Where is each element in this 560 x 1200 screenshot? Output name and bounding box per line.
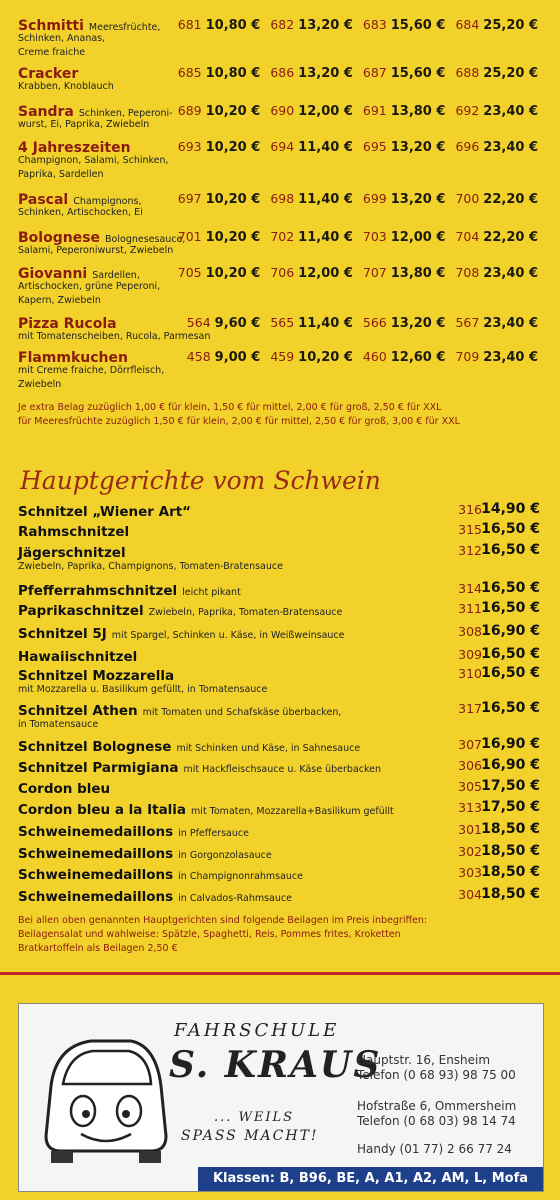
pizza-prices xyxy=(168,17,538,33)
pizza-prices xyxy=(177,349,538,365)
pizza-price: 13,20 € xyxy=(298,18,353,33)
menu-item xyxy=(18,580,540,599)
pizza-desc-inline: Sardellen, xyxy=(92,270,140,281)
dish-price: 16,50 € xyxy=(481,700,540,716)
pizza-item xyxy=(18,15,538,60)
pizza-number: 685 xyxy=(177,65,202,80)
dish-price: 18,50 € xyxy=(481,821,540,837)
pizza-desc: mit Tomatenscheiben, Rucola, Parmesan xyxy=(18,331,211,342)
dish-name: Schnitzel 5J xyxy=(18,626,107,642)
pizza-price: 25,20 € xyxy=(483,18,538,33)
pizza-price: 22,20 € xyxy=(483,192,538,207)
pizza-number: 684 xyxy=(455,17,480,32)
pizza-price: 10,20 € xyxy=(205,104,261,119)
divider-line xyxy=(0,972,560,975)
slogan-line-1: ... WEILS xyxy=(214,1110,295,1125)
driving-school-ad xyxy=(18,1003,544,1192)
dish-desc: mit Tomaten und Schafskäse überbacken, xyxy=(142,707,342,718)
pizza-item xyxy=(18,263,538,308)
extra-topping-note: Je extra Belag zuzüglich 1,00 € für klein, 1,50 € für mittel, 2,00 € für groß, 2,50 € für XXL für Meeresfrüchte zuzüglich 1,50 € für klein, 2,00 € für mittel, 2,50 € für groß, 3,00 € für XXL xyxy=(18,402,460,427)
dish-name: Hawaiischnitzel xyxy=(18,649,138,665)
dish-number: 307 xyxy=(458,737,482,752)
license-classes-banner: Klassen: B, B96, BE, A, A1, A2, AM, L, Mofa xyxy=(198,1167,543,1191)
pizza-item xyxy=(18,347,538,392)
pizza-item xyxy=(18,189,538,220)
pizza-number: 687 xyxy=(362,65,387,80)
menu-item xyxy=(18,501,540,520)
dish-number: 308 xyxy=(458,624,482,639)
pizza-price: 12,00 € xyxy=(298,266,353,281)
car-cartoon-icon xyxy=(31,1016,181,1166)
dish-number: 305 xyxy=(458,779,482,794)
menu-item xyxy=(18,736,540,755)
pizza-price: 9,00 € xyxy=(214,350,261,365)
dish-price: 16,90 € xyxy=(481,623,540,639)
pizza-price: 11,40 € xyxy=(298,140,353,155)
pizza-name: Flammkuchen xyxy=(18,350,128,366)
pizza-price: 13,20 € xyxy=(390,140,446,155)
dish-number: 316 xyxy=(458,502,482,517)
pizza-price: 13,20 € xyxy=(390,316,446,331)
pizza-price: 10,20 € xyxy=(205,192,261,207)
dish-price: 18,50 € xyxy=(481,843,540,859)
pizza-name: Pizza Rucola xyxy=(18,316,117,332)
pizza-number: 708 xyxy=(455,265,480,280)
pizza-desc: mit Creme fraiche, Dörrfleisch, Zwiebeln xyxy=(18,365,165,390)
dish-name: Pfefferrahmschnitzel xyxy=(18,583,178,599)
menu-item xyxy=(18,843,540,862)
dish-desc: in Champignonrahmsauce xyxy=(178,871,303,882)
dish-desc: Zwiebeln, Paprika, Tomaten-Bratensauce xyxy=(148,607,343,618)
pizza-number: 700 xyxy=(455,191,480,206)
pizza-desc: wurst, Ei, Paprika, Zwiebeln xyxy=(18,119,150,130)
pizza-number: 705 xyxy=(177,265,202,280)
menu-item xyxy=(18,521,540,540)
pizza-price: 12,00 € xyxy=(298,104,353,119)
pizza-price: 23,40 € xyxy=(483,104,538,119)
menu-item xyxy=(18,886,540,905)
pizza-price: 13,20 € xyxy=(390,192,446,207)
pizza-price: 10,20 € xyxy=(205,266,261,281)
pizza-desc-inline: Schinken, Peperoni- xyxy=(78,108,173,119)
pizza-number: 691 xyxy=(362,103,387,118)
pizza-name: Giovanni xyxy=(18,266,88,282)
school-name: S. KRAUS xyxy=(169,1044,382,1086)
dish-price: 16,50 € xyxy=(481,646,540,662)
dish-price: 16,90 € xyxy=(481,736,540,752)
menu-item xyxy=(18,665,540,695)
pizza-prices xyxy=(168,191,538,207)
dish-desc-line2: mit Mozzarella u. Basilikum gefüllt, in Tomatensauce xyxy=(18,684,268,695)
pizza-price: 10,80 € xyxy=(205,66,261,81)
pizza-prices xyxy=(168,229,538,245)
pizza-number: 566 xyxy=(362,315,387,330)
menu-item xyxy=(18,757,540,776)
address-ommersheim: Hofstraße 6, Ommersheim Telefon (0 68 03) 98 14 74 xyxy=(357,1099,517,1128)
pizza-number: 688 xyxy=(455,65,480,80)
pizza-price: 11,40 € xyxy=(298,316,353,331)
pizza-item xyxy=(18,137,538,182)
pizza-number: 459 xyxy=(270,349,295,364)
pizza-number: 707 xyxy=(362,265,387,280)
pizza-name: Bolognese xyxy=(18,230,101,246)
pizza-price: 9,60 € xyxy=(214,316,261,331)
dish-desc: mit Spargel, Schinken u. Käse, in Weißweinsauce xyxy=(111,630,345,641)
dish-name: Schnitzel Mozzarella xyxy=(18,668,175,684)
menu-item xyxy=(18,646,540,665)
dish-number: 309 xyxy=(458,647,482,662)
dish-price: 17,50 € xyxy=(481,799,540,815)
dish-price: 16,50 € xyxy=(481,542,540,558)
dish-price: 17,50 € xyxy=(481,778,540,794)
dish-name: Schweinemedaillons xyxy=(18,846,174,862)
pizza-price: 23,40 € xyxy=(483,316,538,331)
pizza-number: 699 xyxy=(362,191,387,206)
dish-price: 16,90 € xyxy=(481,757,540,773)
handy-number: Handy (01 77) 2 66 77 24 xyxy=(357,1142,512,1156)
pizza-name: Sandra xyxy=(18,104,74,120)
dish-number: 306 xyxy=(458,758,482,773)
pizza-number: 460 xyxy=(362,349,387,364)
dish-desc-line2: Zwiebeln, Paprika, Champignons, Tomaten-Bratensauce xyxy=(18,561,283,572)
dish-desc: leicht pikant xyxy=(182,587,241,598)
pizza-number: 458 xyxy=(186,349,211,364)
dish-name: Schnitzel Parmigiana xyxy=(18,760,179,776)
pizza-price: 25,20 € xyxy=(483,66,538,81)
pizza-prices xyxy=(168,139,538,155)
dish-price: 18,50 € xyxy=(481,886,540,902)
pizza-price: 15,60 € xyxy=(390,18,446,33)
menu-item xyxy=(18,864,540,883)
dish-number: 312 xyxy=(458,543,482,558)
dish-desc-line2: in Tomatensauce xyxy=(18,719,99,730)
pizza-number: 695 xyxy=(362,139,387,154)
pizza-number: 693 xyxy=(177,139,202,154)
dish-number: 310 xyxy=(458,666,482,681)
pizza-number: 567 xyxy=(455,315,480,330)
slogan-line-2: SPASS MACHT! xyxy=(181,1128,319,1144)
pizza-number: 690 xyxy=(270,103,295,118)
dish-price: 16,50 € xyxy=(481,600,540,616)
menu-item xyxy=(18,623,540,642)
pizza-price: 15,60 € xyxy=(390,66,446,81)
dish-price: 14,90 € xyxy=(481,501,540,517)
pizza-price: 11,40 € xyxy=(298,192,353,207)
dish-price: 18,50 € xyxy=(481,864,540,880)
pizza-number: 694 xyxy=(270,139,295,154)
dish-name: Rahmschnitzel xyxy=(18,524,130,540)
dish-name: Schweinemedaillons xyxy=(18,889,174,905)
dish-desc: mit Hackfleischsauce u. Käse überbacken xyxy=(183,764,382,775)
pizza-number: 683 xyxy=(362,17,387,32)
pizza-price: 13,20 € xyxy=(298,66,353,81)
pizza-price: 10,20 € xyxy=(205,230,261,245)
pizza-item xyxy=(18,313,538,344)
pizza-number: 704 xyxy=(455,229,480,244)
pizza-number: 698 xyxy=(270,191,295,206)
pizza-number: 692 xyxy=(455,103,480,118)
pizza-number: 701 xyxy=(177,229,202,244)
pizza-price: 12,00 € xyxy=(390,230,446,245)
pizza-number: 706 xyxy=(270,265,295,280)
pizza-prices xyxy=(168,265,538,281)
dish-desc: in Calvados-Rahmsauce xyxy=(178,893,292,904)
dish-name: Schnitzel Bolognese xyxy=(18,739,172,755)
pizza-name: Cracker xyxy=(18,66,79,82)
pizza-number: 681 xyxy=(177,17,202,32)
address-ensheim: Hauptstr. 16, Ensheim Telefon (0 68 93) 98 75 00 xyxy=(357,1053,516,1082)
dish-number: 314 xyxy=(458,581,482,596)
sides-note: Bei allen oben genannten Hauptgerichten sind folgende Beilagen im Preis inbegriffen: Beilagensalat und wahlweise: Spätzle, Spaghetti, Reis, Pommes frites, Kroketten Bratkartoffeln als Beilagen 2,50 € xyxy=(18,915,428,954)
pizza-prices xyxy=(168,103,538,119)
pizza-name: Schmitti xyxy=(18,18,84,34)
dish-number: 315 xyxy=(458,522,482,537)
dish-price: 16,50 € xyxy=(481,665,540,681)
school-heading: FAHRSCHULE xyxy=(174,1020,340,1041)
menu-item xyxy=(18,600,540,619)
pizza-item xyxy=(18,101,538,132)
pizza-price: 10,80 € xyxy=(205,18,261,33)
pizza-number: 697 xyxy=(177,191,202,206)
pizza-item xyxy=(18,63,538,94)
menu-item xyxy=(18,778,540,797)
pizza-desc-inline: Bolognesesauce, xyxy=(105,234,186,245)
pizza-price: 10,20 € xyxy=(205,140,261,155)
dish-number: 317 xyxy=(458,701,482,716)
dish-name: Jägerschnitzel xyxy=(18,545,126,561)
pizza-number: 709 xyxy=(455,349,480,364)
pizza-number: 696 xyxy=(455,139,480,154)
dish-number: 313 xyxy=(458,800,482,815)
pizza-prices xyxy=(168,65,538,81)
dish-price: 16,50 € xyxy=(481,580,540,596)
pizza-price: 22,20 € xyxy=(483,230,538,245)
pizza-desc-inline: Meeresfrüchte, xyxy=(88,22,161,33)
pizza-prices xyxy=(177,315,538,331)
pizza-desc-inline: Champignons, xyxy=(73,196,142,207)
pizza-price: 23,40 € xyxy=(483,266,538,281)
dish-name: Schweinemedaillons xyxy=(18,824,174,840)
pizza-number: 702 xyxy=(270,229,295,244)
pizza-desc: Salami, Peperoniwurst, Zwiebeln xyxy=(18,245,174,256)
pizza-number: 703 xyxy=(362,229,387,244)
dish-desc: in Gorgonzolasauce xyxy=(178,850,272,861)
pizza-price: 11,40 € xyxy=(298,230,353,245)
dish-name: Schnitzel „Wiener Art“ xyxy=(18,504,192,520)
pizza-desc: Champignon, Salami, Schinken, Paprika, Sardellen xyxy=(18,155,169,180)
dish-desc: mit Schinken und Käse, in Sahnesauce xyxy=(176,743,361,754)
pizza-number: 689 xyxy=(177,103,202,118)
section-title: Hauptgerichte vom Schwein xyxy=(20,466,381,495)
dish-name: Cordon bleu xyxy=(18,781,111,797)
pizza-price: 23,40 € xyxy=(483,350,538,365)
pizza-desc: Schinken, Artischocken, Ei xyxy=(18,207,143,218)
dish-number: 301 xyxy=(458,822,482,837)
dish-price: 16,50 € xyxy=(481,521,540,537)
pizza-price: 10,20 € xyxy=(298,350,353,365)
pizza-number: 564 xyxy=(186,315,211,330)
menu-item xyxy=(18,700,540,730)
dish-number: 311 xyxy=(458,601,482,616)
pizza-number: 682 xyxy=(270,17,295,32)
pizza-price: 12,60 € xyxy=(390,350,446,365)
menu-item xyxy=(18,821,540,840)
dish-name: Schnitzel Athen xyxy=(18,703,138,719)
dish-desc: mit Tomaten, Mozzarella+Basilikum gefüllt xyxy=(191,806,394,817)
pizza-number: 565 xyxy=(270,315,295,330)
pizza-item xyxy=(18,227,538,258)
pizza-price: 13,80 € xyxy=(390,104,446,119)
dish-number: 304 xyxy=(458,887,482,902)
pizza-price: 13,80 € xyxy=(390,266,446,281)
pizza-desc: Schinken, Ananas, Creme fraiche xyxy=(18,33,106,58)
dish-name: Cordon bleu a la Italia xyxy=(18,802,187,818)
pizza-name: Pascal xyxy=(18,192,69,208)
menu-item xyxy=(18,799,540,818)
dish-number: 302 xyxy=(458,844,482,859)
dish-number: 303 xyxy=(458,865,482,880)
menu-item xyxy=(18,542,540,572)
dish-name: Schweinemedaillons xyxy=(18,867,174,883)
dish-name: Paprikaschnitzel xyxy=(18,603,144,619)
pizza-name: 4 Jahreszeiten xyxy=(18,140,131,156)
pizza-desc: Krabben, Knoblauch xyxy=(18,81,114,92)
pizza-desc: Artischocken, grüne Peperoni, Kapern, Zwiebeln xyxy=(18,281,161,306)
dish-desc: in Pfeffersauce xyxy=(178,828,249,839)
pizza-price: 23,40 € xyxy=(483,140,538,155)
pizza-number: 686 xyxy=(270,65,295,80)
